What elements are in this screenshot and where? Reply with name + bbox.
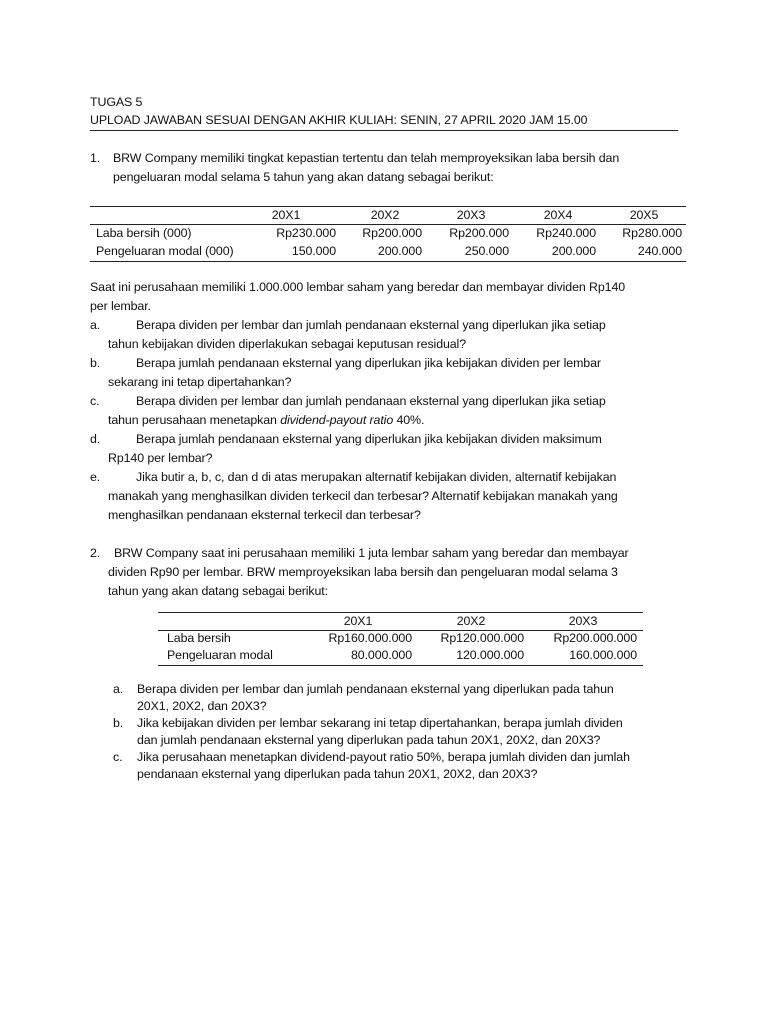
assignment-deadline: UPLOAD JAWABAN SESUAI DENGAN AKHIR KULIAH: SENIN, 27 APRIL 2020 JAM 15.00 (90, 113, 588, 127)
q1-item-a-line2: tahun kebijakan dividen diperlakukan sebagai keputusan residual? (108, 337, 467, 351)
q2-item-a-line2: 20X1, 20X2, dan 20X3? (137, 699, 267, 713)
q2-col-header: 20X3 (568, 614, 598, 628)
q1-table-header-rule (90, 224, 686, 225)
q1-row-label: Laba bersih (000) (96, 226, 192, 240)
q1-item-c-line2-pre: tahun perusahaan menetapkan (108, 413, 281, 427)
q2-cell: 120.000.000 (456, 648, 524, 662)
q1-intro-line2: pengeluaran modal selama 5 tahun yang akan datang sebagai berikut: (113, 170, 494, 184)
q2-intro-line2: dividen Rp90 per lembar. BRW memproyeksikan laba bersih dan pengeluaran modal selama 3 (108, 565, 618, 579)
q1-table-top-rule (90, 206, 686, 207)
q1-cell: Rp230.000 (276, 226, 336, 240)
q1-item-b-line2: sekarang ini tetap dipertahankan? (108, 375, 292, 389)
q1-item-b-marker: b. (90, 356, 101, 370)
q1-item-e-line3: menghasilkan pendanaan eksternal terkecil dan terbesar? (108, 508, 421, 522)
q1-item-d-marker: d. (90, 432, 101, 446)
q2-cell: 80.000.000 (350, 648, 412, 662)
q2-item-b-marker: b. (113, 716, 124, 730)
q2-col-header: 20X2 (456, 614, 486, 628)
q2-number: 2. (90, 546, 101, 560)
q1-cell: Rp200.000 (449, 226, 509, 240)
q1-col-header: 20X4 (543, 208, 573, 222)
q1-note-line1: Saat ini perusahaan memiliki 1.000.000 lembar saham yang beredar dan membayar dividen Rp140 (90, 280, 626, 294)
q1-col-header: 20X3 (456, 208, 486, 222)
q1-item-d-line2: Rp140 per lembar? (108, 451, 213, 465)
q2-row-label: Pengeluaran modal (167, 648, 273, 662)
q1-item-b-line1: Berapa jumlah pendanaan eksternal yang diperlukan jika kebijakan dividen per lembar (136, 356, 601, 370)
header-divider (90, 130, 678, 131)
q1-item-a-line1: Berapa dividen per lembar dan jumlah pendanaan eksternal yang diperlukan jika setiap (136, 318, 606, 332)
q1-item-c-line2 (108, 413, 424, 427)
q2-cell: Rp200.000.000 (553, 631, 637, 645)
q1-item-e-line1: Jika butir a, b, c, dan d di atas merupakan alternatif kebijakan dividen, alternatif kebijakan (136, 470, 617, 484)
q1-row-label: Pengeluaran modal (000) (96, 244, 234, 258)
q1-cell: Rp280.000 (622, 226, 682, 240)
q1-col-header: 20X2 (370, 208, 400, 222)
q1-cell: Rp200.000 (362, 226, 422, 240)
q2-intro-line3: tahun yang akan datang sebagai berikut: (108, 584, 328, 598)
q1-item-c-marker: c. (90, 394, 100, 408)
q1-item-a-marker: a. (90, 318, 101, 332)
q1-intro-line1: BRW Company memiliki tingkat kepastian tertentu dan telah memproyeksikan laba bersih dan (113, 151, 620, 165)
q2-item-a-marker: a. (113, 682, 124, 696)
q1-col-header: 20X1 (271, 208, 301, 222)
q2-item-c-line2: pendanaan eksternal yang diperlukan pada tahun 20X1, 20X2, dan 20X3? (137, 767, 538, 781)
q1-number: 1. (90, 151, 101, 165)
q2-item-b-line2: dan jumlah pendanaan eksternal yang diperlukan pada tahun 20X1, 20X2, dan 20X3? (137, 733, 601, 747)
q2-cell: Rp120.000.000 (440, 631, 524, 645)
q2-table-bottom-rule (158, 665, 643, 666)
q1-item-c-line2-post: 40%. (393, 413, 425, 427)
assignment-title: TUGAS 5 (90, 95, 143, 109)
q1-cell: 200.000 (551, 244, 596, 258)
q1-col-header: 20X5 (629, 208, 659, 222)
q2-item-c-line1: Jika perusahaan menetapkan dividend-payout ratio 50%, berapa jumlah dividen dan jumlah (137, 750, 630, 764)
q1-note-line2: per lembar. (90, 299, 151, 313)
q1-cell: 250.000 (464, 244, 509, 258)
q1-cell: 200.000 (377, 244, 422, 258)
q1-cell: Rp240.000 (536, 226, 596, 240)
q1-item-c-line2-term: dividend-payout ratio (280, 413, 394, 427)
q1-item-e-marker: e. (90, 470, 101, 484)
q1-item-e-line2: manakah yang menghasilkan dividen terkecil dan terbesar? Alternatif kebijakan manakah yang (108, 489, 618, 503)
q2-table-top-rule (158, 612, 643, 613)
q2-item-b-line1: Jika kebijakan dividen per lembar sekarang ini tetap dipertahankan, berapa jumlah dividen (137, 716, 623, 730)
q2-cell: Rp160.000.000 (328, 631, 412, 645)
q1-cell: 150.000 (291, 244, 336, 258)
q1-table-bottom-rule (90, 261, 686, 262)
q2-col-header: 20X1 (343, 614, 373, 628)
q2-item-a-line1: Berapa dividen per lembar dan jumlah pendanaan eksternal yang diperlukan pada tahun (137, 682, 614, 696)
q1-item-d-line1: Berapa jumlah pendanaan eksternal yang diperlukan jika kebijakan dividen maksimum (136, 432, 602, 446)
q1-cell: 240.000 (637, 244, 682, 258)
q2-item-c-marker: c. (113, 750, 123, 764)
q2-row-label: Laba bersih (167, 631, 231, 645)
q1-item-c-line1: Berapa dividen per lembar dan jumlah pendanaan eksternal yang diperlukan jika setiap (136, 394, 606, 408)
q2-intro-line1: BRW Company saat ini perusahaan memiliki 1 juta lembar saham yang beredar dan membayar (114, 546, 629, 560)
q2-cell: 160.000.000 (569, 648, 637, 662)
